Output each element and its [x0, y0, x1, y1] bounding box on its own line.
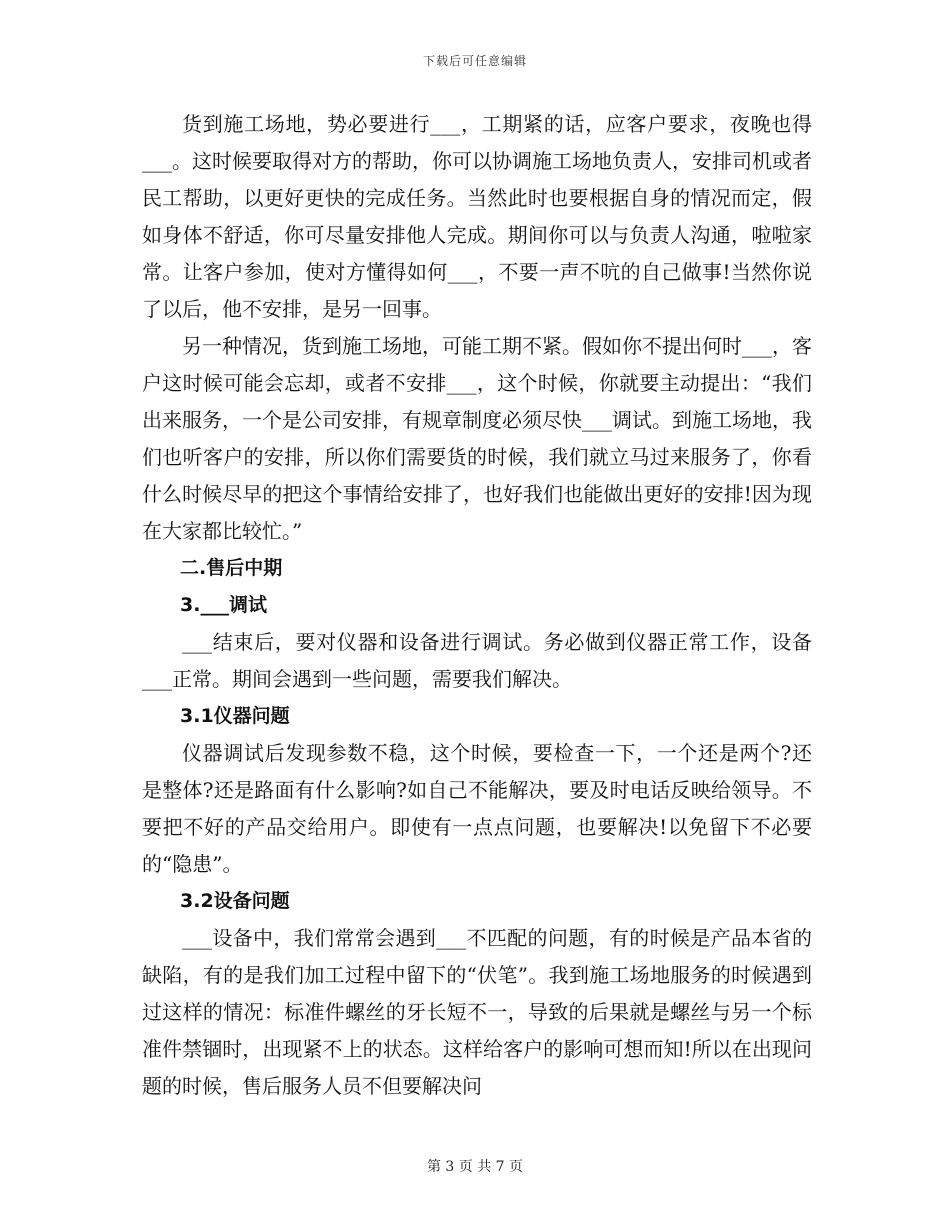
subsection-heading-equipment-problems: 3.2设备问题	[180, 890, 290, 912]
paragraph-instrument-problems: 仪器调试后发现参数不稳，这个时候，要检查一下，一个还是两个?还是整体?还是路面有什么影响?如自己不能解决，要及时电话反映给领导。不要把不好的产品交给用户。即使有一点点问题，也要解决!以免留下不必要的“隐患”。	[142, 741, 812, 876]
subsection-heading-debugging: 3.___调试	[180, 594, 267, 616]
document-body	[142, 106, 812, 1105]
subsection-heading-instrument-problems: 3.1仪器问题	[180, 705, 290, 727]
page-header: 下载后可任意编辑	[422, 54, 527, 68]
paragraph-other-situation: 另一种情况，货到施工场地，可能工期不紧。假如你不提出何时___，客户这时候可能会忘却，或者不安排___，这个时候，你就要主动提出：“我们出来服务，一个是公司安排，有规章制度必须尽快___调试。到施工场地，我们也听客户的安排，所以你们需要货的时候，我们就立马过来服务了，你看什么时候尽早的把这个事情给安排了，也好我们也能做出更好的安排!因为现在大家都比较忙。”	[142, 334, 812, 543]
paragraph-equipment-problems: ___设备中，我们常常会遇到___不匹配的问题，有的时候是产品本省的缺陷，有的是我们加工过程中留下的“伏笔”。我到施工场地服务的时候遇到过这样的情况：标准件螺丝的牙长短不一，导致的后果就是螺丝与另一个标准件禁锢时，出现紧不上的状态。这样给客户的影响可想而知!所以在出现问题的时候，售后服务人员不但要解决问	[142, 926, 812, 1098]
paragraph-delivery-unloading: 货到施工场地，势必要进行___，工期紧的话，应客户要求，夜晚也得___。这时候要取得对方的帮助，你可以协调施工场地负责人，安排司机或者民工帮助，以更好更快的完成任务。当然此时也要根据自身的情况而定，假如身体不舒适，你可尽量安排他人完成。期间你可以与负责人沟通，啦啦家常。让客户参加，使对方懂得如何___，不要一声不吭的自己做事!当然你说了以后，他不安排，是另一回事。	[142, 112, 812, 321]
page-number: 第 3 页 共 7 页	[426, 1159, 524, 1175]
paragraph-debugging: ___结束后，要对仪器和设备进行调试。务必做到仪器正常工作，设备___正常。期间会遇到一些问题，需要我们解决。	[142, 630, 812, 691]
section-heading-mid-term: 二.售后中期	[180, 557, 283, 579]
